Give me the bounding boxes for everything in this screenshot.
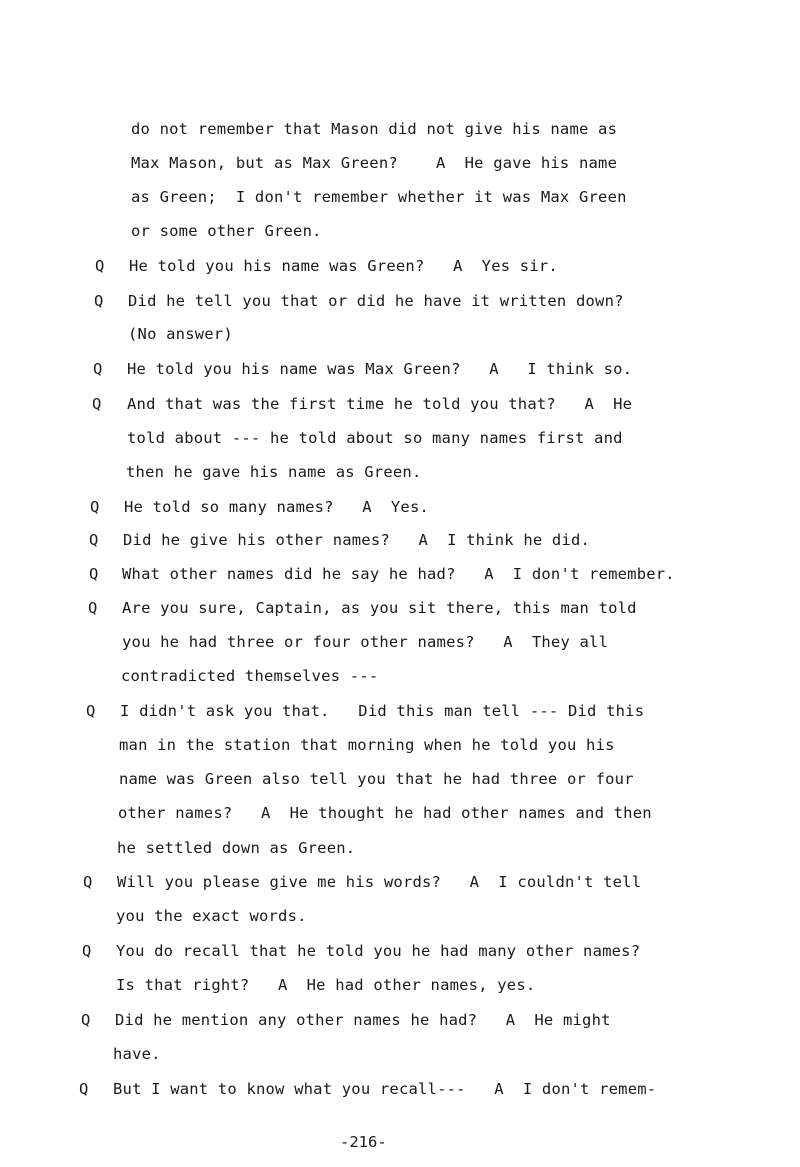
text-line: as Green; I don't remember whether it was Max Green bbox=[131, 188, 627, 206]
question-marker: Q bbox=[89, 531, 99, 549]
question-marker: Q bbox=[81, 1011, 91, 1029]
text-line: you he had three or four other names? A They all bbox=[122, 633, 609, 651]
page-number: -216- bbox=[340, 1133, 387, 1151]
text-line: Is that right? A He had other names, yes. bbox=[116, 976, 536, 994]
question-marker: Q bbox=[82, 942, 92, 960]
question-marker: Q bbox=[94, 292, 104, 310]
text-line: do not remember that Mason did not give his name as bbox=[131, 120, 618, 138]
question-marker: Q bbox=[95, 257, 105, 275]
text-line: name was Green also tell you that he had three or four bbox=[119, 770, 634, 788]
text-line: You do recall that he told you he had many other names? bbox=[116, 942, 641, 960]
text-line: have. bbox=[113, 1045, 161, 1063]
text-line: But I want to know what you recall--- A I don't remem- bbox=[113, 1080, 657, 1098]
text-line: Did he mention any other names he had? A He might bbox=[115, 1011, 611, 1029]
text-line: told about --- he told about so many names first and bbox=[127, 429, 623, 447]
text-line: he settled down as Green. bbox=[117, 839, 356, 857]
text-line: Will you please give me his words? A I couldn't tell bbox=[117, 873, 642, 891]
text-line: Did he give his other names? A I think he did. bbox=[123, 531, 591, 549]
question-marker: Q bbox=[89, 565, 99, 583]
text-line: And that was the first time he told you that? A He bbox=[127, 395, 633, 413]
text-line: then he gave his name as Green. bbox=[126, 463, 422, 481]
text-line: Are you sure, Captain, as you sit there, this man told bbox=[122, 599, 637, 617]
text-line: other names? A He thought he had other names and then bbox=[118, 804, 652, 822]
text-line: Max Mason, but as Max Green? A He gave his name bbox=[131, 154, 618, 172]
text-line: contradicted themselves --- bbox=[121, 667, 379, 685]
question-marker: Q bbox=[92, 395, 102, 413]
question-marker: Q bbox=[79, 1080, 89, 1098]
question-marker: Q bbox=[93, 360, 103, 378]
text-line: Did he tell you that or did he have it written down? bbox=[128, 292, 624, 310]
text-line: He told so many names? A Yes. bbox=[124, 498, 430, 516]
text-line: (No answer) bbox=[128, 325, 233, 343]
text-line: or some other Green. bbox=[131, 222, 322, 240]
text-line: man in the station that morning when he told you his bbox=[119, 736, 615, 754]
text-line: He told you his name was Green? A Yes sir. bbox=[129, 257, 558, 275]
question-marker: Q bbox=[86, 702, 96, 720]
question-marker: Q bbox=[90, 498, 100, 516]
question-marker: Q bbox=[88, 599, 98, 617]
text-line: He told you his name was Max Green? A I think so. bbox=[127, 360, 633, 378]
text-line: I didn't ask you that. Did this man tell --- Did this bbox=[120, 702, 645, 720]
text-line: What other names did he say he had? A I don't remember. bbox=[122, 565, 675, 583]
text-line: you the exact words. bbox=[116, 907, 307, 925]
question-marker: Q bbox=[83, 873, 93, 891]
